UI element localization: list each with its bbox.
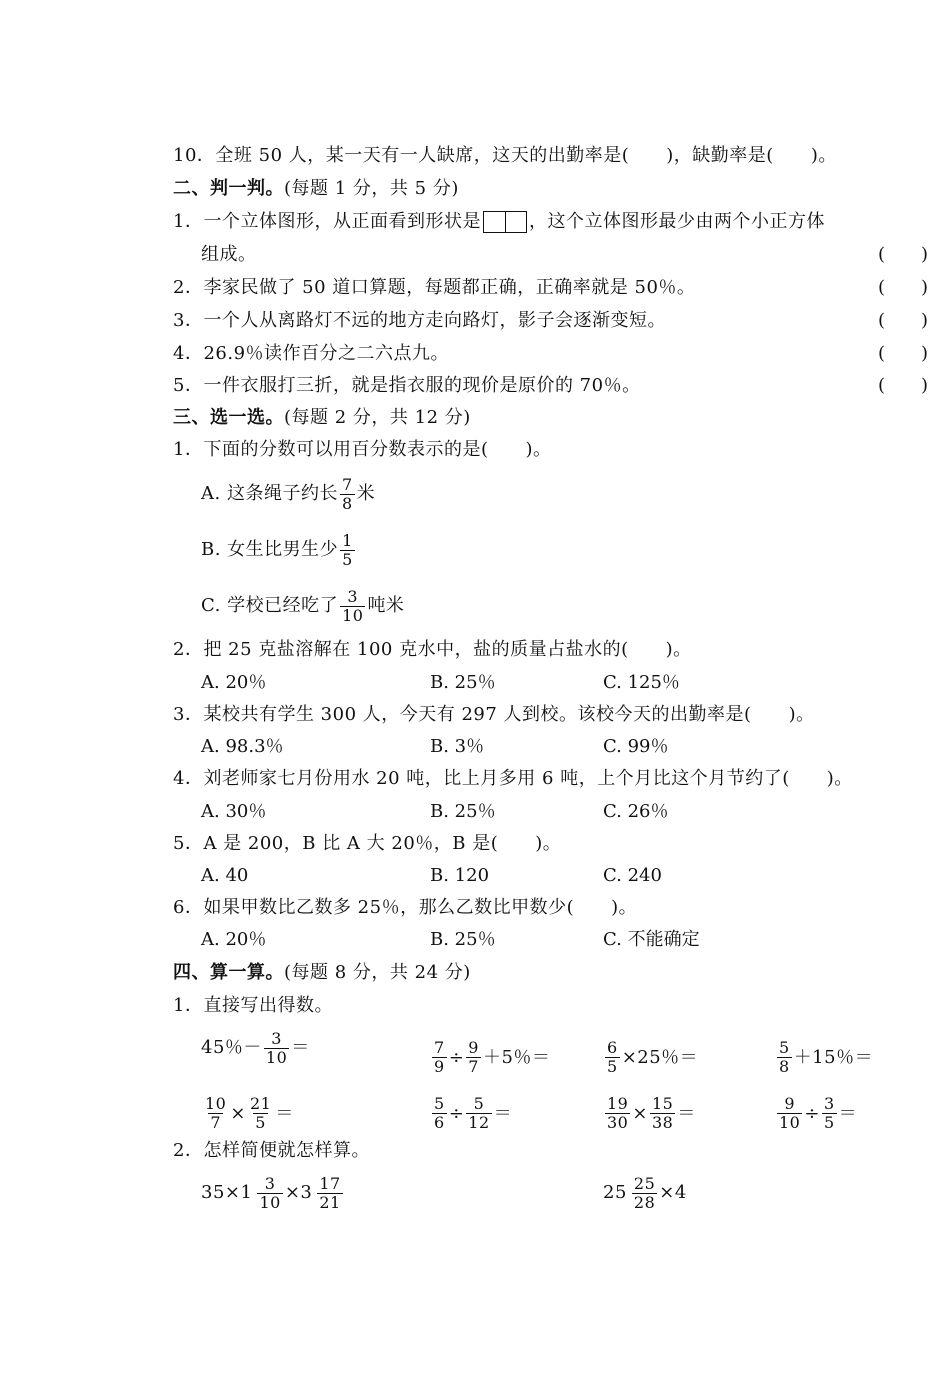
denominator: 10: [265, 1047, 288, 1067]
denominator: 10: [779, 1113, 801, 1132]
section-3-heading: [173, 406, 471, 430]
numerator: 7: [341, 474, 353, 494]
choose-q6-option-b[interactable]: B. 25％: [430, 929, 496, 950]
fraction: [432, 1039, 447, 1076]
numerator: 3: [347, 586, 359, 606]
judge-question-5: 5．一件衣服打三折，就是指衣服的现价是原价的 70％。: [173, 375, 641, 396]
denominator: 5: [607, 1057, 618, 1076]
fraction: [257, 1175, 282, 1212]
whole-part: 3: [300, 1182, 313, 1203]
denominator: 8: [341, 493, 353, 513]
choose-q2-option-a[interactable]: A. 20％: [201, 672, 267, 693]
expr-text: ＋15％＝: [793, 1046, 874, 1068]
expr-text: 35×: [201, 1182, 241, 1203]
choose-q2-option-b[interactable]: B. 25％: [430, 672, 496, 693]
operator: ÷: [448, 1046, 465, 1068]
fraction: [248, 1095, 273, 1132]
numerator: 7: [434, 1038, 445, 1057]
choose-question-1: 1．下面的分数可以用百分数表示的是( )。: [173, 439, 552, 460]
section-2-heading: [173, 177, 459, 201]
fraction: [632, 1175, 657, 1212]
denominator: 6: [434, 1113, 445, 1132]
denominator: 12: [468, 1113, 490, 1132]
question-10: 10．全班 50 人，某一天有一人缺席，这天的出勤率是( )，缺勤率是( )。: [173, 145, 837, 166]
judge-question-4: 4．26.9％读作百分之二六点九。: [173, 343, 450, 364]
numerator: 21: [249, 1094, 272, 1113]
choose-q3-option-a[interactable]: A. 98.3％: [201, 736, 284, 757]
calc-expr-4: [775, 1028, 873, 1078]
calc-expr-6: [430, 1084, 512, 1134]
choose-question-5: 5．A 是 200，B 比 A 大 20％，B 是( )。: [173, 833, 562, 854]
choose-q5-option-a[interactable]: A. 40: [201, 865, 249, 886]
option-b-text: B. 女生比男生少: [201, 539, 339, 560]
section-2-title: 二、判一判。: [173, 178, 284, 199]
fraction: [777, 1095, 802, 1132]
equals-sign: ＝: [493, 1102, 513, 1124]
choose-q4-option-b[interactable]: B. 25％: [430, 801, 496, 822]
choose-q4-option-a[interactable]: A. 30％: [201, 801, 267, 822]
operator: ×: [284, 1182, 301, 1203]
denominator: 10: [342, 605, 364, 625]
fraction: [317, 1175, 342, 1212]
choose-question-4: 4．刘老师家七月份用水 20 吨，比上月多用 6 吨，上个月比这个月节约了( )。: [173, 768, 853, 789]
numerator: 9: [784, 1094, 796, 1113]
operator: ×: [632, 1102, 648, 1124]
numerator: 25: [633, 1173, 656, 1193]
numerator: 5: [473, 1094, 485, 1113]
numerator: 6: [607, 1038, 618, 1057]
calc-expr-3: [603, 1028, 698, 1078]
option-c-text: C. 学校已经吃了: [201, 595, 339, 616]
choose-q3-option-c[interactable]: C. 99％: [603, 736, 669, 757]
fraction: [203, 1095, 228, 1132]
choose-q4-option-c[interactable]: C. 26％: [603, 801, 669, 822]
numerator: 5: [434, 1094, 445, 1113]
numerator: 10: [205, 1094, 227, 1113]
numerator: 17: [319, 1173, 341, 1193]
judge-question-1-cont: 组成。: [201, 244, 257, 265]
judge-question-3: 3．一个人从离路灯不远的地方走向路灯，影子会逐渐变短。: [173, 310, 666, 331]
section-4-note: (每题 8 分，共 24 分): [284, 962, 471, 983]
calc-expr-7: [603, 1084, 696, 1134]
equals-sign: ＝: [838, 1102, 858, 1124]
choose-q5-option-c[interactable]: C. 240: [603, 865, 662, 886]
fraction: [466, 1039, 481, 1076]
calc-expr-2: [430, 1028, 550, 1078]
denominator: 5: [255, 1113, 266, 1132]
mixed-number: [241, 1173, 285, 1213]
simplify-expr-1: [201, 1173, 345, 1213]
denominator: 30: [607, 1113, 629, 1132]
expr-text: ×25％＝: [621, 1046, 699, 1068]
section-2-note: (每题 1 分，共 5 分): [284, 178, 459, 199]
choose-q2-option-c[interactable]: C. 125％: [603, 672, 680, 693]
whole-part: 1: [240, 1182, 253, 1203]
calc-expr-5: [201, 1084, 294, 1134]
fraction: [432, 1095, 447, 1132]
section-3-title: 三、选一选。: [173, 407, 284, 428]
answer-paren-1[interactable]: ( ): [877, 244, 928, 265]
choose-question-3: 3．某校共有学生 300 人，今天有 297 人到校。该校今天的出勤率是( )。: [173, 704, 815, 725]
fraction: [466, 1095, 491, 1132]
fraction: [605, 1095, 630, 1132]
answer-paren-4[interactable]: ( ): [877, 343, 928, 364]
calc-question-2: 2．怎样简便就怎样算。: [173, 1140, 370, 1161]
mixed-number: [300, 1173, 344, 1213]
denominator: 8: [779, 1057, 790, 1076]
denominator: 7: [468, 1057, 479, 1076]
denominator: 5: [342, 549, 353, 569]
answer-paren-5[interactable]: ( ): [877, 375, 928, 396]
equals-sign: ＝: [677, 1102, 696, 1124]
choose-question-2: 2．把 25 克盐溶解在 100 克水中，盐的质量占盐水的( )。: [173, 639, 692, 660]
operator: ÷: [448, 1102, 465, 1124]
fraction: [777, 1039, 792, 1076]
judge-q1-text-a: 1．一个立体图形，从正面看到形状是: [173, 211, 481, 232]
option-c-unit: 吨米: [367, 595, 405, 616]
answer-paren-2[interactable]: ( ): [877, 277, 928, 298]
simplify-expr-2: [603, 1173, 687, 1213]
choose-q1-option-c: [201, 586, 404, 626]
option-a-text: A. 这条绳子约长: [201, 483, 338, 504]
numerator: 3: [823, 1094, 835, 1113]
numerator: 9: [468, 1038, 479, 1057]
calc-expr-8: [775, 1084, 857, 1134]
whole-part: 25: [603, 1182, 627, 1203]
denominator: 21: [319, 1192, 341, 1212]
denominator: 7: [210, 1113, 222, 1132]
denominator: 28: [633, 1192, 656, 1212]
calc-expr-1: [201, 1028, 310, 1068]
numerator: 3: [264, 1173, 276, 1193]
fraction: [340, 588, 365, 625]
two-squares-figure: [483, 211, 527, 233]
choose-q6-option-a[interactable]: A. 20％: [201, 929, 267, 950]
numerator: 5: [779, 1038, 790, 1057]
choose-q1-option-a: [201, 474, 375, 514]
denominator: 9: [434, 1057, 445, 1076]
expr-text: ＋5％＝: [482, 1046, 551, 1068]
operator: ×: [230, 1102, 246, 1124]
mixed-number: [603, 1173, 659, 1213]
expr-text: ×4: [659, 1182, 687, 1203]
section-4-heading: [173, 961, 471, 985]
numerator: 15: [651, 1094, 674, 1113]
judge-question-1: [173, 210, 825, 234]
fraction: [605, 1039, 620, 1076]
choose-q5-option-b[interactable]: B. 120: [430, 865, 490, 886]
choose-q6-option-c[interactable]: C. 不能确定: [603, 929, 700, 950]
option-a-unit: 米: [356, 483, 376, 504]
fraction: [264, 1030, 289, 1067]
judge-question-2: 2．李家民做了 50 道口算题，每题都正确，正确率就是 50％。: [173, 277, 696, 298]
denominator: 38: [651, 1113, 674, 1132]
numerator: 19: [607, 1094, 629, 1113]
section-3-note: (每题 2 分，共 12 分): [284, 407, 471, 428]
choose-q1-option-b: [201, 530, 357, 570]
fraction: [650, 1095, 675, 1132]
calc-question-1: 1．直接写出得数。: [173, 995, 333, 1016]
expr-text: 45％－: [201, 1037, 262, 1058]
answer-paren-3[interactable]: ( ): [877, 310, 928, 331]
fraction: [822, 1095, 837, 1132]
denominator: 5: [823, 1113, 835, 1132]
fraction: [340, 476, 355, 513]
numerator: 1: [342, 530, 353, 550]
judge-q1-text-b: ，这个立体图形最少由两个小正方体: [528, 211, 825, 232]
numerator: 3: [271, 1028, 282, 1048]
fraction: [340, 532, 355, 569]
equals-sign: ＝: [291, 1037, 310, 1058]
section-4-title: 四、算一算。: [173, 962, 284, 983]
choose-q3-option-b[interactable]: B. 3％: [430, 736, 485, 757]
denominator: 10: [259, 1192, 281, 1212]
operator: ÷: [804, 1102, 820, 1124]
choose-question-6: 6．如果甲数比乙数多 25％，那么乙数比甲数少( )。: [173, 897, 638, 918]
equals-sign: ＝: [275, 1102, 294, 1124]
